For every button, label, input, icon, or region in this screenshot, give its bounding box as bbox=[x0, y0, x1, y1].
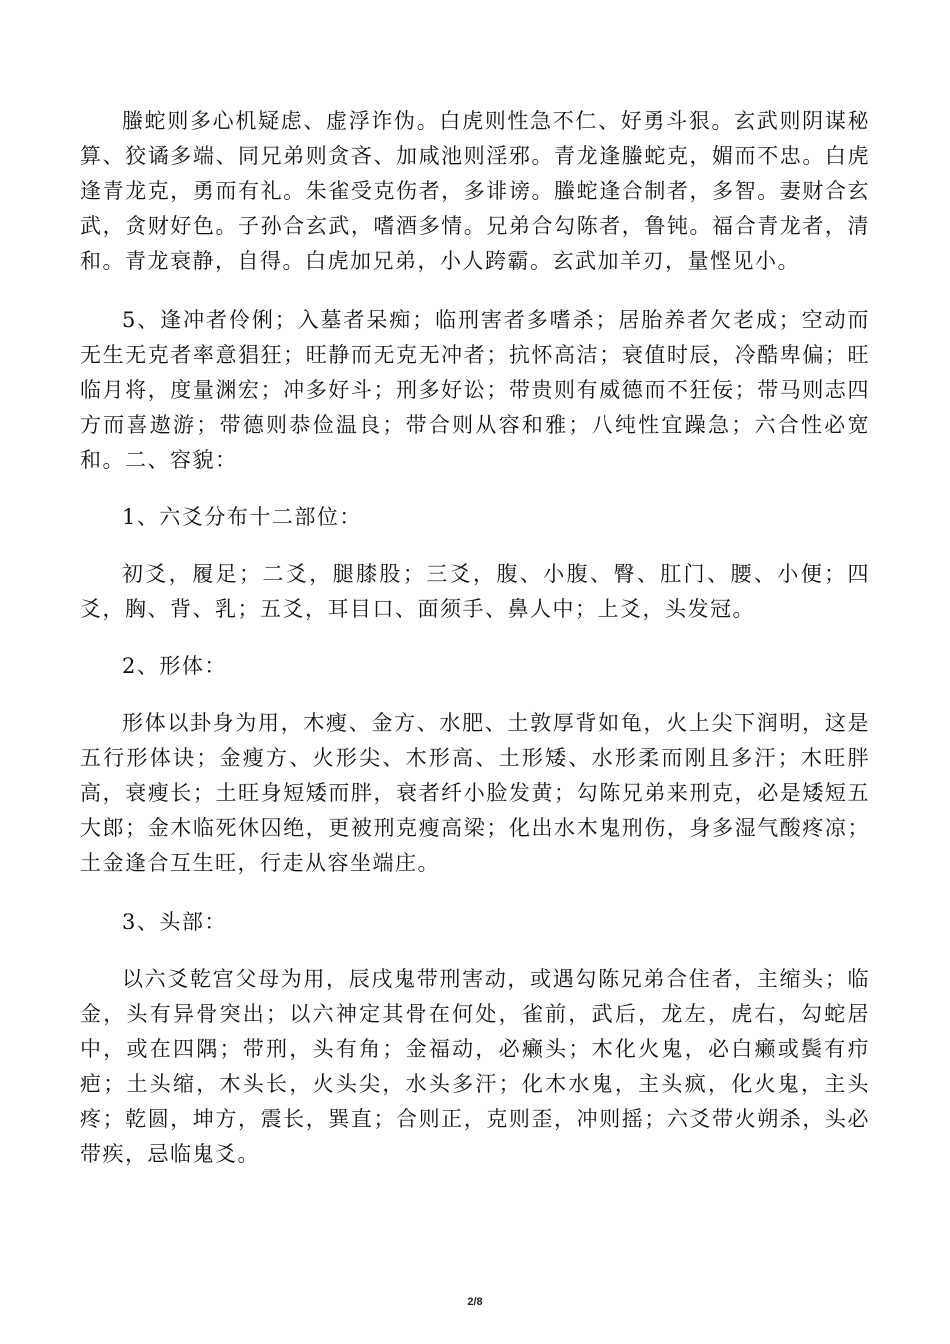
heading-body-shape: 2、形体： bbox=[122, 654, 227, 678]
page-indicator: 2/8 bbox=[467, 1296, 483, 1308]
heading-head: 3、头部： bbox=[122, 910, 227, 934]
paragraph-item-5-temperament: 5、逢冲者伶俐；入墓者呆痴；临刑害者多嗜杀；居胎养者欠老成；空动而无生无克者率意猖狂；旺静而无克无冲者；抗怀高洁；衰值时辰，冷酷卑偏；旺临月将，度量渊宏；冲多好斗；刑多好讼；带贵则有威德而不狂佞；带马则志四方而喜遨游；带德则恭俭温良；带合则从容和雅；八纯性宜躁急；六合性必宽和。二、容貌： bbox=[80, 308, 870, 472]
paragraph-six-yao-parts: 初爻，履足；二爻，腿膝股；三爻，腹、小腹、臀、肛门、腰、小便；四爻，胸、背、乳；五爻，耳目口、面须手、鼻人中；上爻，头发冠。 bbox=[80, 562, 870, 621]
paragraph-six-spirits-temperament: 螣蛇则多心机疑虑、虚浮诈伪。白虎则性急不仁、好勇斗狠。玄武则阴谋秘算、狡谲多端、同兄弟则贪吝、加咸池则淫邪。青龙逢螣蛇克，媚而不忠。白虎逢青龙克，勇而有礼。朱雀受克伤者，多诽谤。螣蛇逢合制者，多智。妻财合玄武，贪财好色。子孙合玄武，嗜酒多情。兄弟合勾陈者，鲁钝。福合青龙者，清和。青龙衰静，自得。白虎加兄弟，小人跨霸。玄武加羊刃，量悭见小。 bbox=[80, 109, 870, 273]
heading-six-yao-parts: 1、六爻分布十二部位： bbox=[122, 505, 362, 529]
paragraph-head: 以六爻乾宫父母为用，辰戌鬼带刑害动，或遇勾陈兄弟合住者，主缩头；临金，头有异骨突出；以六神定其骨在何处，雀前，武后，龙左，虎右，勾蛇居中，或在四隅；带刑，头有角；金福动，必癞头；木化火鬼，必白癞或鬓有疖疤；土头缩，木头长，火头尖，水头多汗；化木水鬼，主头疯，化火鬼，主头疼；乾圆，坤方，震长，巽直；合则正，克则歪，冲则摇；六爻带火朔杀，头必带疾，忌临鬼爻。 bbox=[80, 967, 870, 1166]
paragraph-body-shape: 形体以卦身为用，木瘦、金方、水肥、土敦厚背如龟，火上尖下润明，这是五行形体诀；金瘦方、火形尖、木形高、土形矮、水形柔而刚且多汗；木旺胖高，衰瘦长；土旺身短矮而胖，衰者纤小脸发黄；勾陈兄弟来刑克，必是矮短五大郎；金木临死休囚绝，更被刑克瘦高梁；化出水木鬼刑伤，身多湿气酸疼凉；土金逢合互生旺，行走从容坐端庄。 bbox=[80, 711, 870, 875]
document-body bbox=[80, 104, 870, 1172]
